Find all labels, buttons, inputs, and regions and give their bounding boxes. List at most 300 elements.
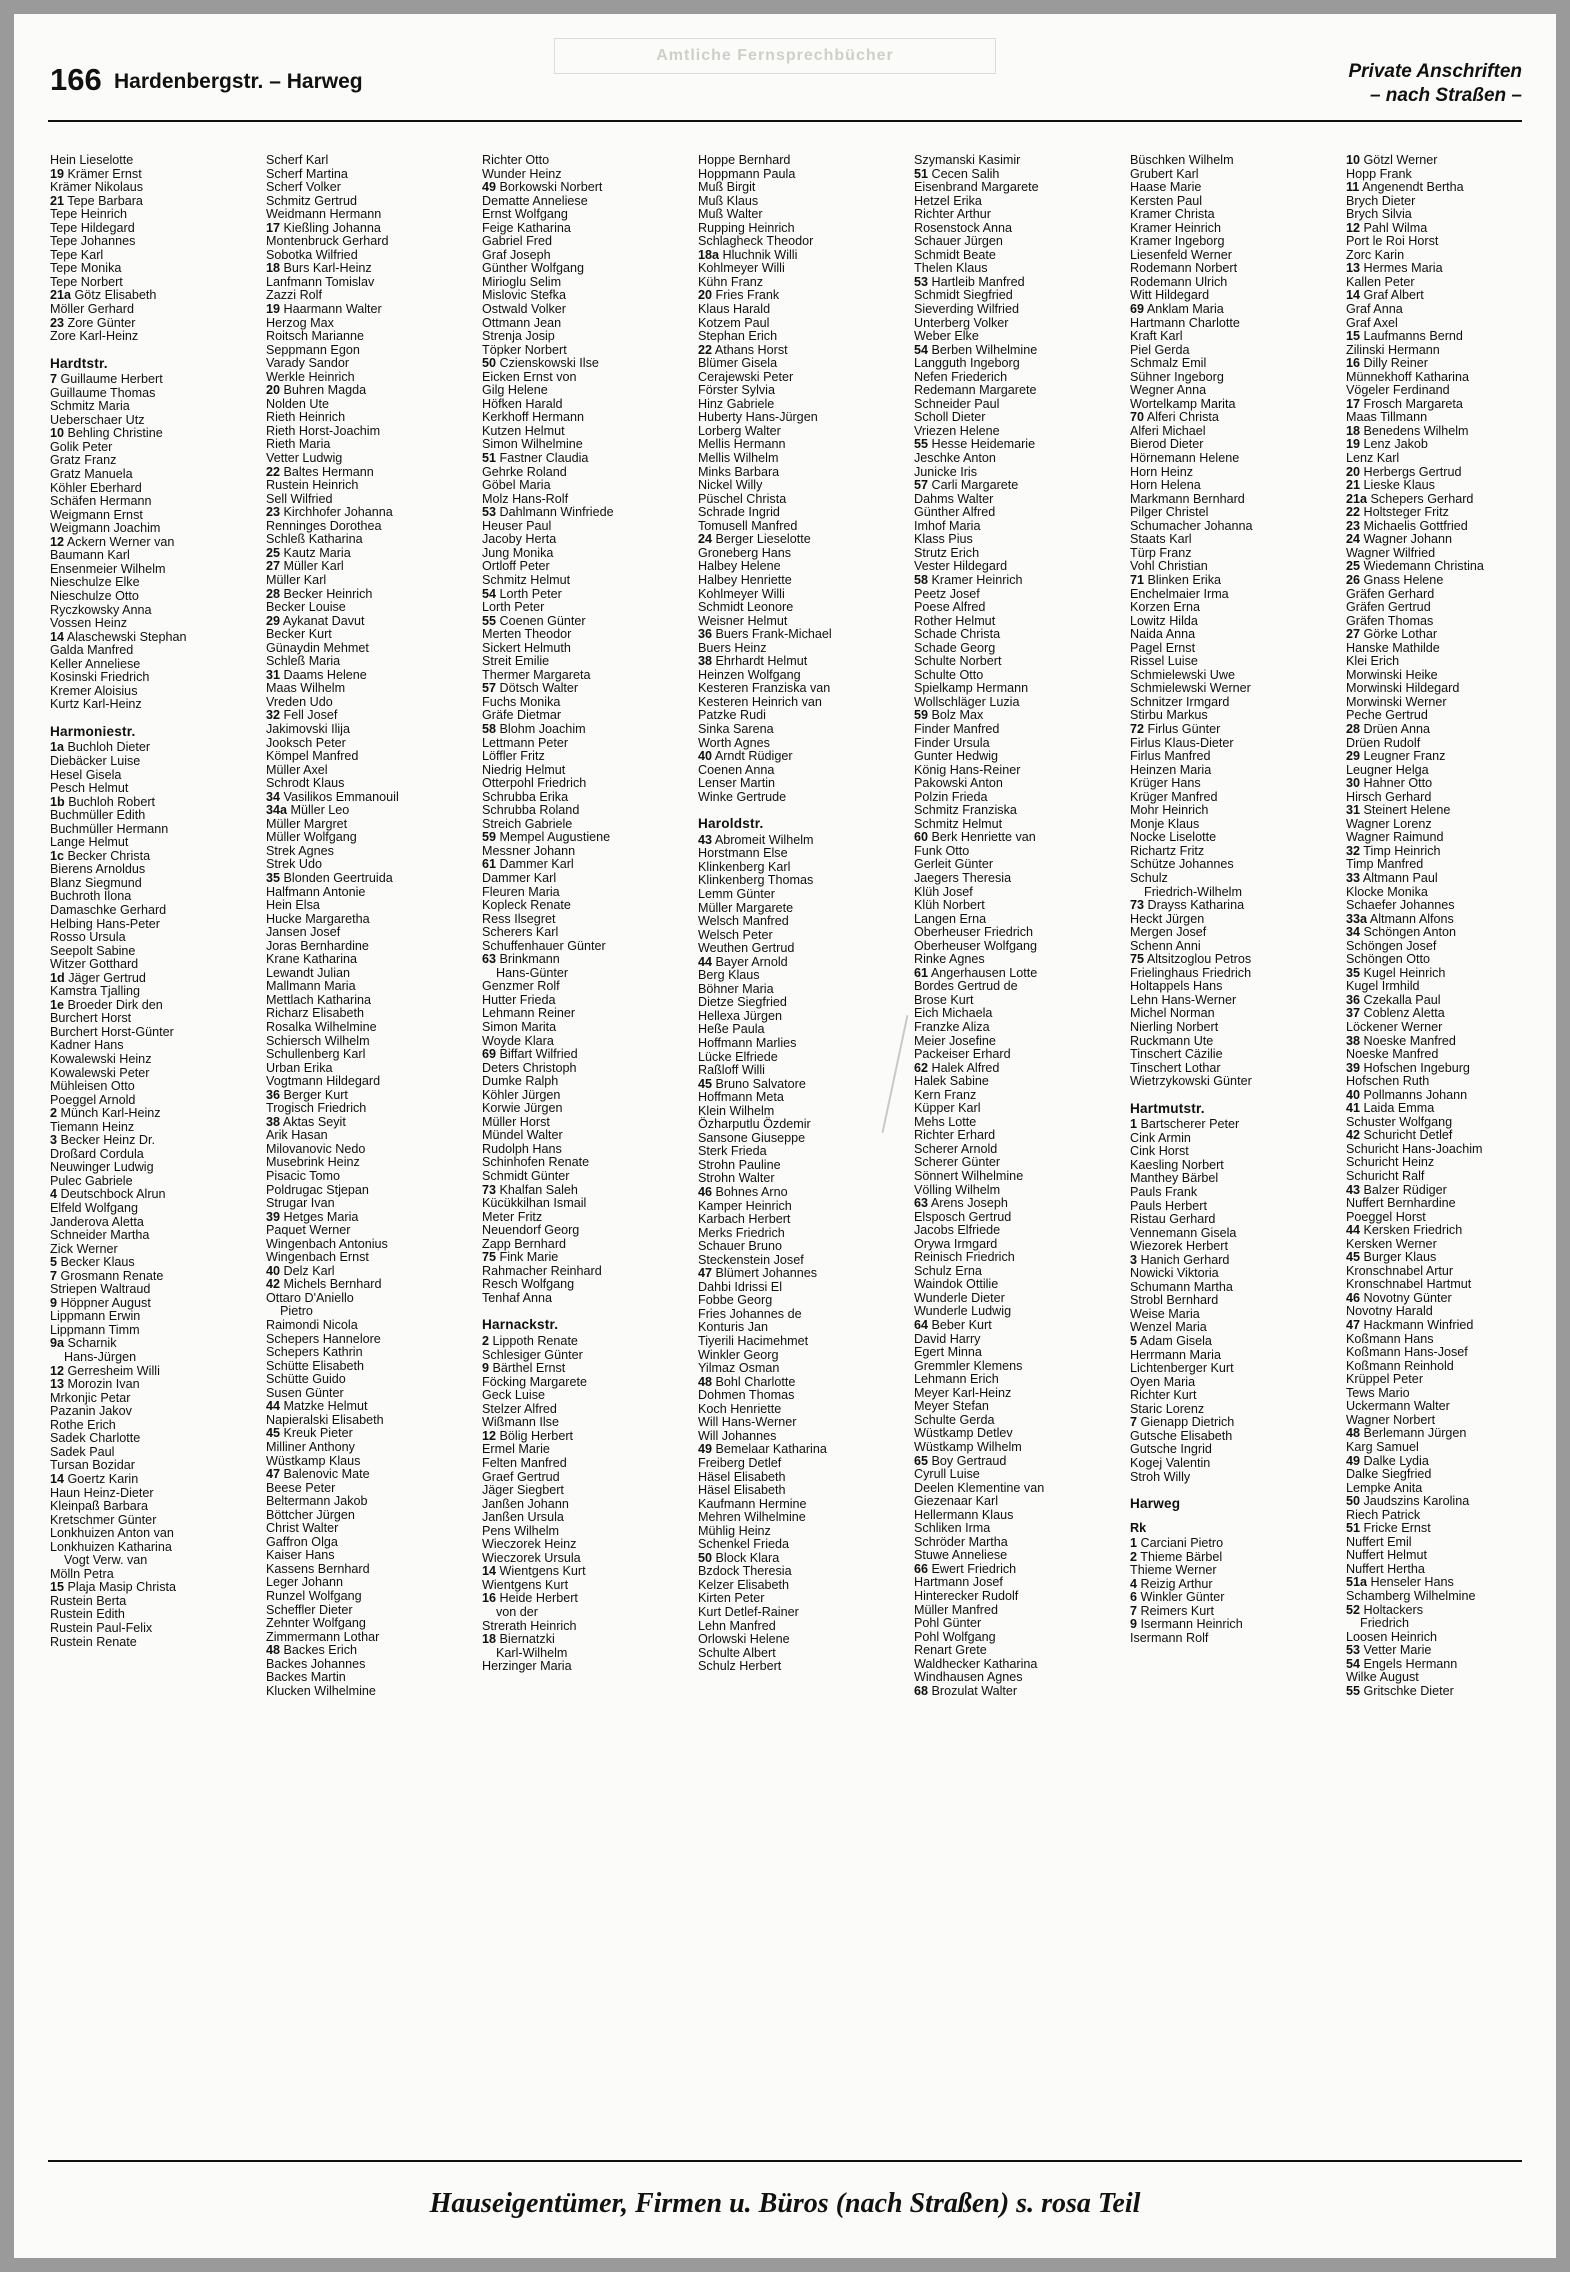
- resident-entry: Stuwe Anneliese: [914, 1548, 1008, 1563]
- resident-entry: Janßen Ursula: [482, 1510, 564, 1525]
- house-number-entry: 48 Bohl Charlotte: [698, 1374, 796, 1389]
- street-heading: Hardtstr.: [50, 355, 108, 371]
- resident-entry: Kühn Franz: [698, 274, 764, 289]
- house-number-entry: 25 Kautz Maria: [266, 545, 351, 560]
- resident-entry: Lippmann Timm: [50, 1322, 140, 1337]
- resident-entry: Schauer Bruno: [698, 1239, 783, 1254]
- house-number-entry: 9 Höppner August: [50, 1295, 151, 1310]
- resident-entry: Schiersch Wilhelm: [266, 1033, 370, 1048]
- house-number: 15: [1346, 329, 1361, 344]
- directory-columns: [50, 154, 1532, 2138]
- resident-entry: Morwinski Hildegard: [1346, 681, 1460, 696]
- resident-entry: Gräfen Thomas: [1346, 613, 1434, 628]
- house-number: 20: [1346, 464, 1361, 479]
- resident-entry: Schade Christa: [914, 627, 1001, 642]
- resident-entry: Nocke Liselotte: [1130, 830, 1217, 845]
- resident-entry: Riech Patrick: [1346, 1507, 1421, 1522]
- house-number-entry: 54 Engels Hermann: [1346, 1656, 1458, 1671]
- house-number-entry: 68 Brozulat Walter: [914, 1683, 1018, 1698]
- house-number-entry: 17 Kießling Johanna: [266, 220, 381, 235]
- house-number: 50: [482, 356, 497, 371]
- resident-entry: Dietze Siegfried: [698, 995, 787, 1010]
- house-number-entry: 13 Hermes Maria: [1346, 261, 1443, 276]
- resident-entry: Oyen Maria: [1130, 1374, 1196, 1389]
- resident-entry: Joras Bernhardine: [266, 938, 369, 953]
- resident-entry: Meyer Stefan: [914, 1399, 989, 1414]
- resident-entry: Bierens Arnoldus: [50, 862, 146, 877]
- resident-entry: Leugner Helga: [1346, 762, 1429, 777]
- resident-entry: Rosalka Wilhelmine: [266, 1020, 377, 1034]
- resident-entry: Sadek Charlotte: [50, 1431, 141, 1446]
- directory-column: [50, 154, 266, 2138]
- house-number-entry: 21 Lieske Klaus: [1346, 478, 1435, 493]
- resident-entry: Gräfen Gerhard: [1346, 586, 1435, 601]
- resident-entry: Gerleit Günter: [914, 857, 994, 872]
- resident-entry: Lanfmann Tomislav: [266, 274, 375, 289]
- resident-entry: Rother Helmut: [914, 613, 996, 628]
- house-number-entry: 41 Laida Emma: [1346, 1101, 1435, 1116]
- resident-entry: Schütze Johannes: [1130, 857, 1234, 872]
- resident-entry: Brych Dieter: [1346, 193, 1416, 208]
- resident-entry: Friedrich-Wilhelm: [1144, 884, 1242, 899]
- resident-entry: Schumann Martha: [1130, 1279, 1233, 1294]
- house-number-entry: 12 Gerresheim Willi: [50, 1363, 160, 1378]
- resident-entry: Halbey Henriette: [698, 572, 792, 587]
- resident-entry: Seppmann Egon: [266, 342, 360, 357]
- house-number: 1a: [50, 740, 65, 755]
- house-number: 49: [698, 1442, 713, 1457]
- footer-note: Hauseigentümer, Firmen u. Büros (nach Straßen) s. rosa Teil: [429, 2188, 1141, 2219]
- house-number-entry: 73 Khalfan Saleh: [482, 1182, 578, 1197]
- resident-entry: Kraft Karl: [1130, 329, 1183, 344]
- house-number: 53: [482, 505, 497, 520]
- resident-entry: Mellis Hermann: [698, 437, 786, 452]
- resident-entry: Gaffron Olga: [266, 1534, 338, 1549]
- resident-entry: Witzer Gotthard: [50, 957, 139, 972]
- house-number: 49: [482, 180, 497, 195]
- resident-entry: Gehrke Roland: [482, 464, 567, 479]
- resident-entry: Wißmann Ilse: [482, 1415, 559, 1430]
- house-number: 22: [266, 464, 281, 479]
- house-number-entry: 1a Buchloh Dieter: [50, 740, 151, 755]
- resident-entry: Schneider Paul: [914, 396, 1000, 411]
- house-number: 27: [266, 559, 281, 574]
- house-number-entry: 57 Dötsch Walter: [482, 681, 579, 696]
- resident-entry: Richartz Fritz: [1130, 843, 1205, 858]
- resident-entry: Gutsche Elisabeth: [1130, 1428, 1233, 1443]
- resident-entry: Häsel Elisabeth: [698, 1469, 786, 1484]
- house-number: 61: [914, 965, 929, 980]
- resident-entry: Stroh Willy: [1130, 1469, 1191, 1484]
- house-number-entry: 5 Adam Gisela: [1130, 1334, 1212, 1349]
- resident-entry: Brych Silvia: [1346, 207, 1412, 222]
- resident-entry: Imhof Maria: [914, 518, 981, 533]
- resident-entry: Finder Manfred: [914, 721, 1000, 736]
- resident-entry: Blümer Gisela: [698, 356, 778, 371]
- resident-entry: Vogtmann Hildegard: [266, 1074, 381, 1089]
- house-number: 7: [1130, 1415, 1138, 1430]
- resident-entry: Lonkhuizen Anton van: [50, 1526, 174, 1541]
- resident-entry: Nuffert Bernhardine: [1346, 1196, 1456, 1211]
- resident-entry: Heinzen Maria: [1130, 762, 1212, 777]
- resident-entry: Burchert Horst: [50, 1011, 132, 1026]
- house-number: 69: [1130, 302, 1145, 317]
- resident-entry: Resch Wolfgang: [482, 1277, 575, 1292]
- resident-entry: Lonkhuizen Katharina: [50, 1539, 172, 1554]
- resident-entry: Kosinski Friedrich: [50, 670, 150, 685]
- resident-entry: Rissel Luise: [1130, 654, 1198, 669]
- resident-entry: Klüh Norbert: [914, 898, 985, 913]
- house-number-entry: 65 Boy Gertraud: [914, 1453, 1007, 1468]
- house-number-entry: 14 Wientgens Kurt: [482, 1564, 586, 1579]
- house-number: 63: [914, 1196, 929, 1211]
- resident-entry: Fries Johannes de: [698, 1306, 802, 1321]
- resident-entry: Oberheuser Wolfgang: [914, 938, 1037, 953]
- house-number-entry: 4 Deutschbock Alrun: [50, 1187, 166, 1202]
- house-number: 45: [698, 1076, 713, 1091]
- resident-entry: Karbach Herbert: [698, 1212, 791, 1227]
- house-number-entry: 47 Blümert Johannes: [698, 1266, 818, 1281]
- resident-entry: Strek Udo: [266, 857, 322, 872]
- resident-entry: Kramer Christa: [1130, 207, 1215, 222]
- resident-entry: Lewandt Julian: [266, 965, 351, 980]
- resident-entry: Schulz Erna: [914, 1263, 982, 1278]
- resident-entry: Lippmann Erwin: [50, 1309, 141, 1324]
- resident-entry: Becker Louise: [266, 600, 346, 615]
- resident-entry: Wietrzykowski Günter: [1130, 1074, 1252, 1089]
- house-number-entry: 9 Bärthel Ernst: [482, 1361, 566, 1376]
- house-number: 27: [1346, 627, 1361, 642]
- resident-entry: Zilinski Hermann: [1346, 342, 1440, 357]
- house-number: 47: [1346, 1318, 1361, 1333]
- resident-entry: Alferi Michael: [1130, 423, 1206, 438]
- resident-entry: Roitsch Marianne: [266, 329, 364, 344]
- resident-entry: Mühleisen Otto: [50, 1079, 135, 1094]
- house-number: 18: [266, 261, 281, 276]
- house-number: 44: [698, 954, 713, 969]
- house-number-entry: 52 Holtackers: [1346, 1602, 1424, 1617]
- house-number: 75: [482, 1250, 497, 1265]
- house-number-entry: 46 Bohnes Arno: [698, 1185, 788, 1200]
- resident-entry: Kogej Valentin: [1130, 1455, 1211, 1470]
- resident-entry: Pagel Ernst: [1130, 640, 1196, 655]
- house-number: 45: [1346, 1250, 1361, 1265]
- house-number: 36: [266, 1087, 281, 1102]
- resident-entry: Wunderle Ludwig: [914, 1304, 1012, 1319]
- resident-entry: Günther Wolfgang: [482, 261, 584, 276]
- resident-entry: Ottaro D'Aniello: [266, 1290, 354, 1305]
- resident-entry: Rustein Edith: [50, 1607, 125, 1622]
- house-number: 16: [482, 1591, 497, 1606]
- resident-entry: Streit Emilie: [482, 654, 550, 669]
- resident-entry: Wagner Norbert: [1346, 1412, 1436, 1427]
- house-number-entry: 51 Cecen Salih: [914, 166, 1000, 181]
- house-number: 5: [50, 1255, 58, 1270]
- resident-entry: Schmidt Siegfried: [914, 288, 1013, 303]
- house-number-entry: 55 Hesse Heidemarie: [914, 437, 1036, 452]
- resident-entry: Schnitzer Irmgard: [1130, 694, 1230, 709]
- house-number-entry: 9a Scharnik: [50, 1336, 117, 1351]
- resident-entry: Krämer Nikolaus: [50, 180, 144, 195]
- resident-entry: Hans-Jürgen: [64, 1350, 137, 1365]
- house-number-entry: 13 Morozin Ivan: [50, 1377, 140, 1392]
- resident-entry: Gilg Helene: [482, 383, 548, 398]
- resident-entry: Galda Manfred: [50, 643, 134, 658]
- resident-entry: Wilke August: [1346, 1670, 1419, 1685]
- resident-entry: Schulte Otto: [914, 667, 984, 682]
- resident-entry: Muß Klaus: [698, 193, 759, 208]
- house-number-entry: 7 Grosmann Renate: [50, 1268, 164, 1283]
- house-number: 33a: [1346, 911, 1368, 926]
- resident-entry: Christ Walter: [266, 1521, 339, 1536]
- resident-entry: Rustein Berta: [50, 1593, 127, 1608]
- resident-entry: David Harry: [914, 1331, 981, 1346]
- house-number-entry: 71 Blinken Erika: [1130, 572, 1222, 587]
- directory-column: [1346, 154, 1562, 2138]
- resident-entry: Dalke Siegfried: [1346, 1467, 1432, 1482]
- resident-entry: Eisenbrand Margarete: [914, 180, 1039, 195]
- house-number: 20: [266, 383, 281, 398]
- house-number-entry: 69 Anklam Maria: [1130, 302, 1224, 317]
- house-number-entry: 1b Buchloh Robert: [50, 794, 156, 809]
- resident-entry: Strenja Josip: [482, 329, 555, 344]
- page-title: Hardenbergstr. – Harweg: [114, 70, 363, 93]
- house-number: 17: [266, 220, 281, 235]
- resident-entry: Kamper Heinrich: [698, 1198, 792, 1213]
- resident-entry: Schinhofen Renate: [482, 1155, 590, 1170]
- resident-entry: Lange Helmut: [50, 835, 129, 850]
- house-number: 58: [914, 572, 929, 587]
- resident-entry: Packeiser Erhard: [914, 1047, 1011, 1062]
- resident-entry: Poldrugac Stjepan: [266, 1182, 369, 1197]
- house-number-entry: 44 Matzke Helmut: [266, 1399, 368, 1414]
- resident-entry: Renart Grete: [914, 1643, 987, 1658]
- resident-entry: Helbing Hans-Peter: [50, 916, 160, 931]
- resident-entry: Ryczkowsky Anna: [50, 602, 152, 617]
- resident-entry: Kerkhoff Hermann: [482, 410, 584, 425]
- resident-entry: Schneider Martha: [50, 1228, 150, 1243]
- resident-entry: Ensenmeier Wilhelm: [50, 561, 166, 576]
- house-number-entry: 4 Reizig Arthur: [1130, 1576, 1213, 1591]
- house-number-entry: 23 Kirchhofer Johanna: [266, 505, 393, 520]
- resident-entry: Kern Franz: [914, 1087, 977, 1102]
- house-number: 51: [914, 166, 929, 181]
- house-number-entry: 50 Jaudszins Karolina: [1346, 1494, 1470, 1509]
- resident-entry: Dumke Ralph: [482, 1074, 559, 1089]
- resident-entry: Kopleck Renate: [482, 898, 571, 913]
- resident-entry: Staats Karl: [1130, 532, 1192, 547]
- resident-entry: Richter Erhard: [914, 1128, 996, 1143]
- resident-entry: Mettlach Katharina: [266, 992, 372, 1007]
- resident-entry: Drüen Rudolf: [1346, 735, 1421, 750]
- house-number-entry: 30 Hahner Otto: [1346, 776, 1433, 791]
- house-number: 58: [482, 721, 497, 736]
- house-number: 23: [1346, 518, 1361, 533]
- resident-entry: Paquet Werner: [266, 1223, 351, 1238]
- resident-entry: Hartmann Josef: [914, 1575, 1003, 1590]
- resident-entry: Kronschnabel Artur: [1346, 1263, 1454, 1278]
- house-number: 29: [1346, 749, 1361, 764]
- house-number-entry: 17 Frosch Margareta: [1346, 396, 1463, 411]
- resident-entry: Kohlmeyer Willi: [698, 586, 785, 601]
- house-number: 34: [1346, 925, 1361, 940]
- house-number: 39: [1346, 1060, 1361, 1075]
- house-number-entry: 14 Graf Albert: [1346, 288, 1424, 303]
- resident-entry: Schumacher Johanna: [1130, 518, 1253, 533]
- resident-entry: Ostwald Volker: [482, 302, 566, 317]
- resident-entry: Lichtenberger Kurt: [1130, 1361, 1234, 1376]
- resident-entry: Deelen Klementine van: [914, 1480, 1045, 1495]
- resident-entry: Wüstkamp Wilhelm: [914, 1439, 1022, 1454]
- resident-entry: Kurt Detlef-Rainer: [698, 1604, 799, 1619]
- resident-entry: Tepe Norbert: [50, 274, 123, 289]
- resident-entry: Poese Alfred: [914, 600, 986, 615]
- resident-entry: Langguth Ingeborg: [914, 356, 1020, 371]
- resident-entry: Karg Samuel: [1346, 1439, 1419, 1454]
- resident-entry: Kadner Hans: [50, 1038, 124, 1053]
- resident-entry: Lenser Martin: [698, 776, 775, 791]
- resident-entry: Schmielewski Uwe: [1130, 667, 1235, 682]
- house-number: 71: [1130, 572, 1145, 587]
- resident-entry: Pazanin Jakov: [50, 1404, 132, 1419]
- resident-entry: Rodemann Ulrich: [1130, 274, 1228, 289]
- house-number-entry: 27 Görke Lothar: [1346, 627, 1438, 642]
- house-number: 18a: [698, 247, 720, 262]
- resident-entry: Maas Wilhelm: [266, 681, 346, 696]
- house-number: 1d: [50, 970, 65, 985]
- resident-entry: Vennemann Gisela: [1130, 1225, 1237, 1240]
- resident-entry: Junicke Iris: [914, 464, 977, 479]
- house-number-entry: 28 Becker Heinrich: [266, 586, 373, 601]
- resident-entry: Pisacic Tomo: [266, 1169, 340, 1184]
- resident-entry: Buchmüller Edith: [50, 808, 146, 823]
- house-number-entry: 24 Wagner Johann: [1346, 532, 1452, 547]
- resident-entry: Bordes Gertrud de: [914, 979, 1018, 994]
- house-number: 13: [50, 1377, 65, 1392]
- resident-entry: Kutzen Helmut: [482, 423, 565, 438]
- house-number-entry: 34a Müller Leo: [266, 803, 350, 818]
- house-number-entry: 10 Behling Christine: [50, 426, 163, 441]
- resident-entry: Mrkonjic Petar: [50, 1390, 131, 1405]
- resident-entry: Giezenaar Karl: [914, 1494, 998, 1509]
- resident-entry: Herzog Max: [266, 315, 334, 330]
- resident-entry: Musebrink Heinz: [266, 1155, 360, 1170]
- resident-entry: Zimmermann Lothar: [266, 1629, 380, 1644]
- resident-entry: Kesteren Franziska van: [698, 681, 831, 696]
- house-number: 1e: [50, 997, 65, 1012]
- resident-entry: Pulec Gabriele: [50, 1173, 133, 1188]
- house-number: 25: [1346, 559, 1361, 574]
- house-number-entry: 58 Kramer Heinrich: [914, 572, 1023, 587]
- resident-entry: Kramer Heinrich: [1130, 220, 1221, 235]
- house-number-entry: 16 Heide Herbert: [482, 1591, 578, 1606]
- resident-entry: Klei Erich: [1346, 654, 1400, 669]
- resident-entry: Müller Horst: [482, 1114, 550, 1129]
- resident-entry: Oberheuser Friedrich: [914, 925, 1033, 940]
- resident-entry: Fuchs Monika: [482, 694, 561, 709]
- header-section-line1: Private Anschriften: [1348, 61, 1522, 82]
- house-number: 48: [266, 1643, 281, 1658]
- house-number: 51: [1346, 1521, 1361, 1536]
- resident-entry: Poeggel Horst: [1346, 1209, 1426, 1224]
- resident-entry: Möller Gerhard: [50, 302, 134, 317]
- house-number: 65: [914, 1453, 929, 1468]
- resident-entry: Jäger Siegbert: [482, 1483, 564, 1498]
- resident-entry: Nickel Willy: [698, 478, 763, 493]
- resident-entry: Milovanovic Nedo: [266, 1141, 366, 1156]
- resident-entry: Schmitz Franziska: [914, 803, 1017, 818]
- house-number: 16: [1346, 356, 1361, 371]
- resident-entry: Halfmann Antonie: [266, 884, 366, 899]
- resident-entry: Scheffler Dieter: [266, 1602, 353, 1617]
- street-heading: Haroldstr.: [698, 816, 764, 832]
- resident-entry: Schenn Anni: [1130, 938, 1201, 953]
- resident-entry: Günaydin Mehmet: [266, 640, 369, 655]
- resident-entry: Klinkenberg Thomas: [698, 873, 814, 888]
- resident-entry: Vreden Udo: [266, 694, 333, 709]
- resident-entry: Genzmer Rolf: [482, 979, 560, 994]
- resident-entry: Hellermann Klaus: [914, 1507, 1014, 1522]
- resident-entry: Port le Roi Horst: [1346, 234, 1439, 249]
- house-number-entry: 22 Athans Horst: [698, 342, 788, 357]
- resident-entry: Baumann Karl: [50, 548, 130, 563]
- resident-entry: Pauls Frank: [1130, 1185, 1198, 1200]
- house-number-entry: 50 Block Klara: [698, 1550, 780, 1565]
- resident-entry: Tursan Bozidar: [50, 1458, 135, 1473]
- resident-entry: Mallmann Maria: [266, 979, 356, 994]
- resident-entry: Schullenberg Karl: [266, 1047, 366, 1062]
- house-number-entry: 75 Fink Marie: [482, 1250, 559, 1265]
- house-number-entry: 55 Gritschke Dieter: [1346, 1683, 1454, 1698]
- house-number-entry: 7 Guillaume Herbert: [50, 372, 163, 387]
- house-number-entry: 21a Götz Elisabeth: [50, 288, 157, 303]
- resident-entry: Horstmann Else: [698, 846, 788, 861]
- resident-entry: Schaefer Johannes: [1346, 898, 1455, 913]
- resident-entry: Rosenstock Anna: [914, 220, 1013, 235]
- resident-entry: Ottmann Jean: [482, 315, 562, 330]
- house-number-entry: 29 Aykanat Davut: [266, 613, 365, 628]
- resident-entry: Kronschnabel Hartmut: [1346, 1277, 1472, 1292]
- house-number: 18: [482, 1632, 497, 1647]
- house-number: 55: [1346, 1683, 1361, 1698]
- house-number-entry: 1 Carciani Pietro: [1130, 1536, 1224, 1551]
- house-number: 28: [266, 586, 281, 601]
- resident-entry: Mergen Josef: [1130, 925, 1207, 940]
- house-number: 32: [1346, 843, 1361, 858]
- resident-entry: Muß Birgit: [698, 180, 756, 195]
- house-number-entry: 57 Carli Margarete: [914, 478, 1019, 493]
- resident-entry: Finder Ursula: [914, 735, 990, 750]
- resident-entry: Michel Norman: [1130, 1006, 1215, 1021]
- resident-entry: Staric Lorenz: [1130, 1401, 1205, 1416]
- house-number: 50: [1346, 1494, 1361, 1509]
- resident-entry: Schmitz Gertrud: [266, 193, 357, 208]
- house-number-entry: 1 Bartscherer Peter: [1130, 1117, 1240, 1132]
- resident-entry: Kremer Aloisius: [50, 683, 138, 698]
- house-number: 52: [1346, 1602, 1361, 1617]
- resident-entry: Schrubba Erika: [482, 789, 569, 804]
- resident-entry: Rudolph Hans: [482, 1141, 562, 1156]
- house-number-entry: 35 Kugel Heinrich: [1346, 965, 1446, 980]
- resident-entry: Gutsche Ingrid: [1130, 1442, 1212, 1457]
- house-number-entry: 72 Firlus Günter: [1130, 721, 1221, 736]
- house-number: 4: [50, 1187, 58, 1202]
- resident-entry: Herrmann Maria: [1130, 1347, 1221, 1362]
- resident-entry: Neuendorf Georg: [482, 1223, 580, 1238]
- resident-entry: Fobbe Georg: [698, 1293, 773, 1308]
- resident-entry: Hartmann Charlotte: [1130, 315, 1240, 330]
- resident-entry: von der: [496, 1604, 539, 1619]
